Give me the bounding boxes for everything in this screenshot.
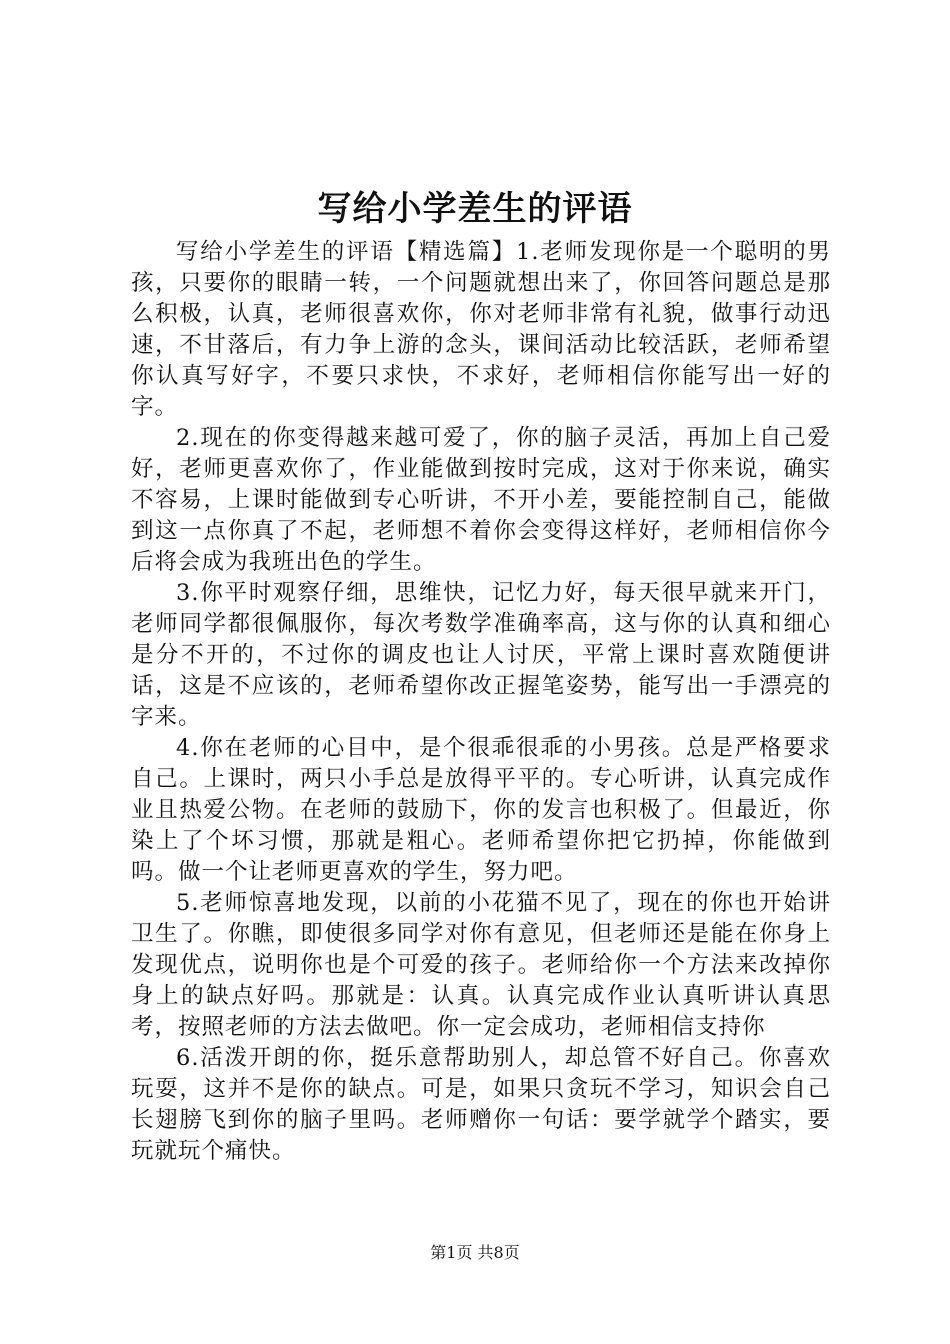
- paragraph-2: 2.现在的你变得越来越可爱了，你的脑子灵活，再加上自己爱好，老师更喜欢你了，作业能做到按时完成，这对于你来说，确实不容易，上课时能做到专心听讲，不开小差，要能控制自己，能做到这一点你真了不起，老师想不着你会变得这样好，老师相信你今后将会成为我班出色的学生。: [131, 425, 831, 575]
- paragraph-5: 5.老师惊喜地发现，以前的小花猫不见了，现在的你也开始讲卫生了。你瞧，即使很多同学对你有意见，但老师还是能在你身上发现优点，说明你也是个可爱的孩子。老师给你一个方法来改掉你身上的缺点好吗。那就是：认真。认真完成作业认真听讲认真思考，按照老师的方法去做吧。你一定会成功，老师相信支持你: [131, 890, 831, 1040]
- paragraph-4: 4.你在老师的心目中，是个很乖很乖的小男孩。总是严格要求自己。上课时，两只小手总是放得平平的。专心听讲，认真完成作业且热爱公物。在老师的鼓励下，你的发言也积极了。但最近，你染上了个坏习惯，那就是粗心。老师希望你把它扔掉，你能做到吗。做一个让老师更喜欢的学生，努力吧。: [131, 735, 831, 885]
- paragraph-3: 3.你平时观察仔细，思维快，记忆力好，每天很早就来开门，老师同学都很佩服你，每次考数学准确率高，这与你的认真和细心是分不开的，不过你的调皮也让人讨厌，平常上课时喜欢随便讲话，这是不应该的，老师希望你改正握笔姿势，能写出一手漂亮的字来。: [131, 580, 831, 730]
- paragraph-6: 6.活泼开朗的你，挺乐意帮助别人，却总管不好自己。你喜欢玩耍，这并不是你的缺点。可是，如果只贪玩不学习，知识会自己长翅膀飞到你的脑子里吗。老师赠你一句话：要学就学个踏实，要玩就玩个痛快。: [131, 1045, 831, 1164]
- document-title: 写给小学差生的评语: [317, 189, 633, 229]
- document-body: [131, 237, 831, 1167]
- page-number-footer: 第1页 共8页: [430, 1243, 520, 1262]
- paragraph-1: 写给小学差生的评语【精选篇】1.老师发现你是一个聪明的男孩，只要你的眼睛一转，一个问题就想出来了，你回答问题总是那么积极，认真，老师很喜欢你，你对老师非常有礼貌，做事行动迅速，不甘落后，有力争上游的念头，课间活动比较活跃，老师希望你认真写好字，不要只求快，不求好，老师相信你能写出一好的字。: [131, 239, 831, 420]
